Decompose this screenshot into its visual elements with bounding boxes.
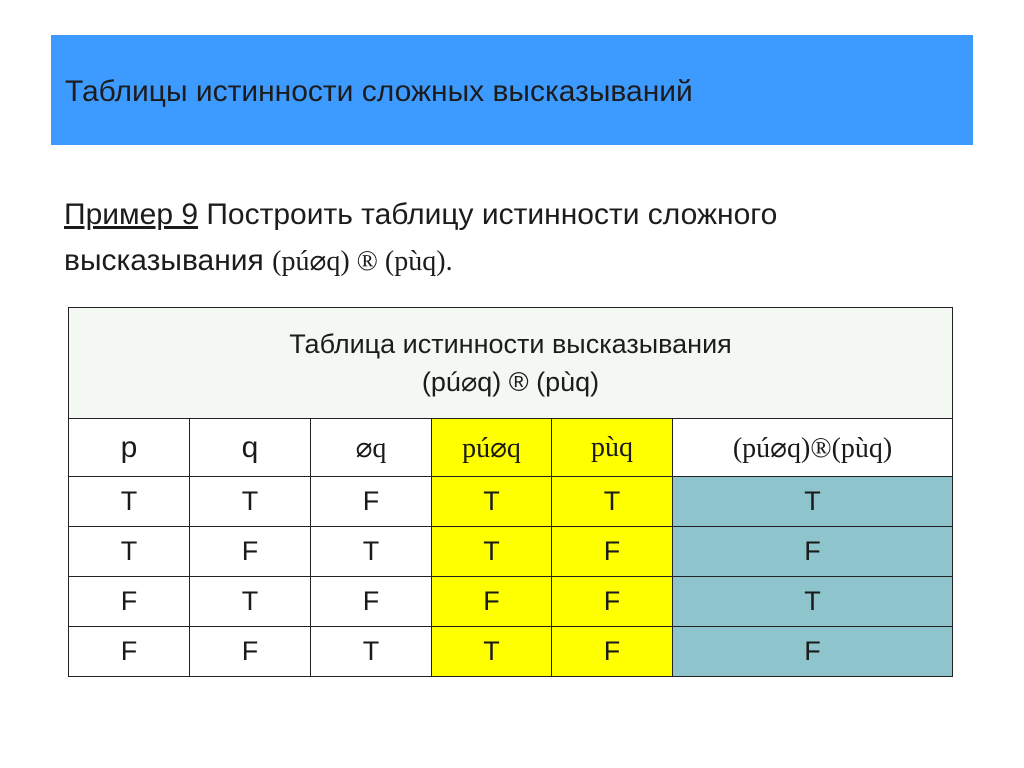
cell-p-or-not-q: T [432,627,552,677]
table-row [69,577,953,627]
cell-p-and-q: F [552,527,673,577]
header-implication: (pú⌀q)®(pùq) [673,419,953,477]
header-p-or-not-q: pú⌀q [432,419,552,477]
cell-p-and-q: T [552,477,673,527]
table-caption-line1: Таблица истинности высказывания [289,329,732,359]
table-row [69,627,953,677]
cell-implication: F [673,627,953,677]
table-caption-line2: (pú⌀q) ® (pùq) [421,367,600,397]
table-caption [69,308,953,419]
header-p-and-q: pùq [552,419,673,477]
cell-p-or-not-q: T [432,527,552,577]
cell-p: T [69,527,190,577]
cell-p: F [69,627,190,677]
cell-p: F [69,577,190,627]
cell-q: F [190,527,311,577]
table-row [69,527,953,577]
cell-not-q: T [311,527,432,577]
truth-table [68,307,953,677]
table-row [69,477,953,527]
cell-not-q: F [311,477,432,527]
slide-title: Таблицы истинности сложных высказываний [65,75,693,108]
header-p: p [69,419,190,477]
table-header-row [69,419,953,477]
cell-p-and-q: F [552,627,673,677]
cell-implication: T [673,577,953,627]
cell-p-and-q: F [552,577,673,627]
example-text [64,192,964,285]
cell-implication: T [673,477,953,527]
cell-not-q: T [311,627,432,677]
cell-p: T [69,477,190,527]
example-text-part1: Построить таблицу истинности сложного [198,198,778,231]
cell-q: T [190,477,311,527]
title-bar [51,35,973,145]
example-formula: (pú⌀q) ® (pùq). [272,246,453,277]
cell-q: T [190,577,311,627]
example-label: Пример 9 [64,198,199,231]
example-text-part2: высказывания [64,244,273,277]
cell-q: F [190,627,311,677]
cell-implication: F [673,527,953,577]
header-not-q: ⌀q [311,419,432,477]
cell-not-q: F [311,577,432,627]
cell-p-or-not-q: F [432,577,552,627]
cell-p-or-not-q: T [432,477,552,527]
header-q: q [190,419,311,477]
